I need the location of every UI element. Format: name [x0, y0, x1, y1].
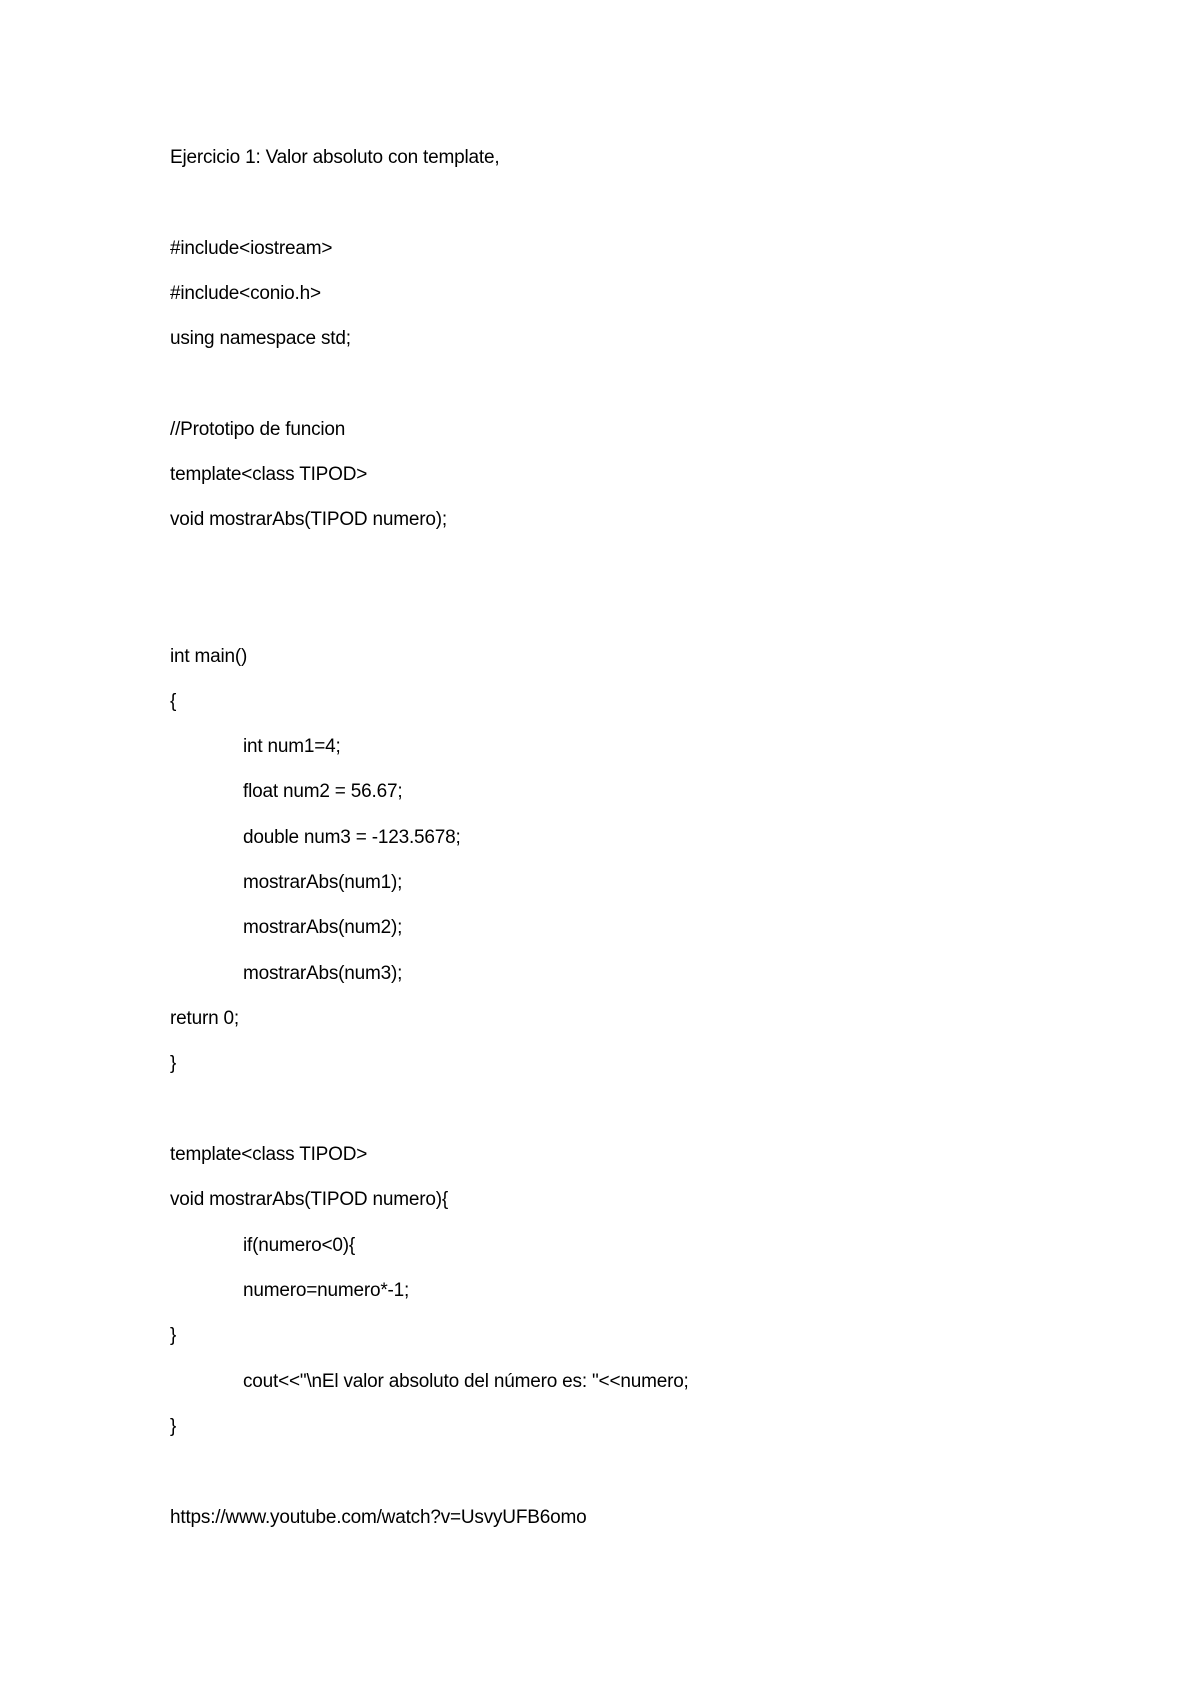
code-line-close-brace: }	[170, 1053, 177, 1074]
code-line-if: if(numero<0){	[243, 1235, 355, 1256]
code-line-negate: numero=numero*-1;	[243, 1280, 410, 1301]
code-line-include-conio: #include<conio.h>	[170, 283, 321, 304]
code-line-num3: double num3 = -123.5678;	[243, 827, 461, 848]
code-line-template-def: template<class TIPOD>	[170, 1144, 368, 1165]
code-line-num1: int num1=4;	[243, 736, 341, 757]
code-line-open-brace: {	[170, 691, 177, 712]
code-line-comment: //Prototipo de funcion	[170, 419, 346, 440]
code-line-using-namespace: using namespace std;	[170, 328, 351, 349]
code-line-cout: cout<<"\nEl valor absoluto del número es: "<<numero;	[243, 1371, 689, 1392]
code-line-if-close: }	[170, 1325, 177, 1346]
code-line-prototype: void mostrarAbs(TIPOD numero);	[170, 509, 447, 530]
video-link[interactable]: https://www.youtube.com/watch?v=UsvyUFB6omo	[170, 1507, 587, 1528]
code-line-function-def: void mostrarAbs(TIPOD numero){	[170, 1189, 449, 1210]
code-line-main: int main()	[170, 646, 248, 667]
code-line-return: return 0;	[170, 1008, 239, 1029]
code-line-call-num3: mostrarAbs(num3);	[243, 963, 403, 984]
code-line-call-num1: mostrarAbs(num1);	[243, 872, 403, 893]
code-line-num2: float num2 = 56.67;	[243, 781, 403, 802]
document-title: Ejercicio 1: Valor absoluto con template,	[170, 147, 500, 168]
code-line-call-num2: mostrarAbs(num2);	[243, 917, 403, 938]
code-line-function-close: }	[170, 1416, 177, 1437]
code-line-template-decl: template<class TIPOD>	[170, 464, 368, 485]
code-line-include-iostream: #include<iostream>	[170, 238, 333, 259]
